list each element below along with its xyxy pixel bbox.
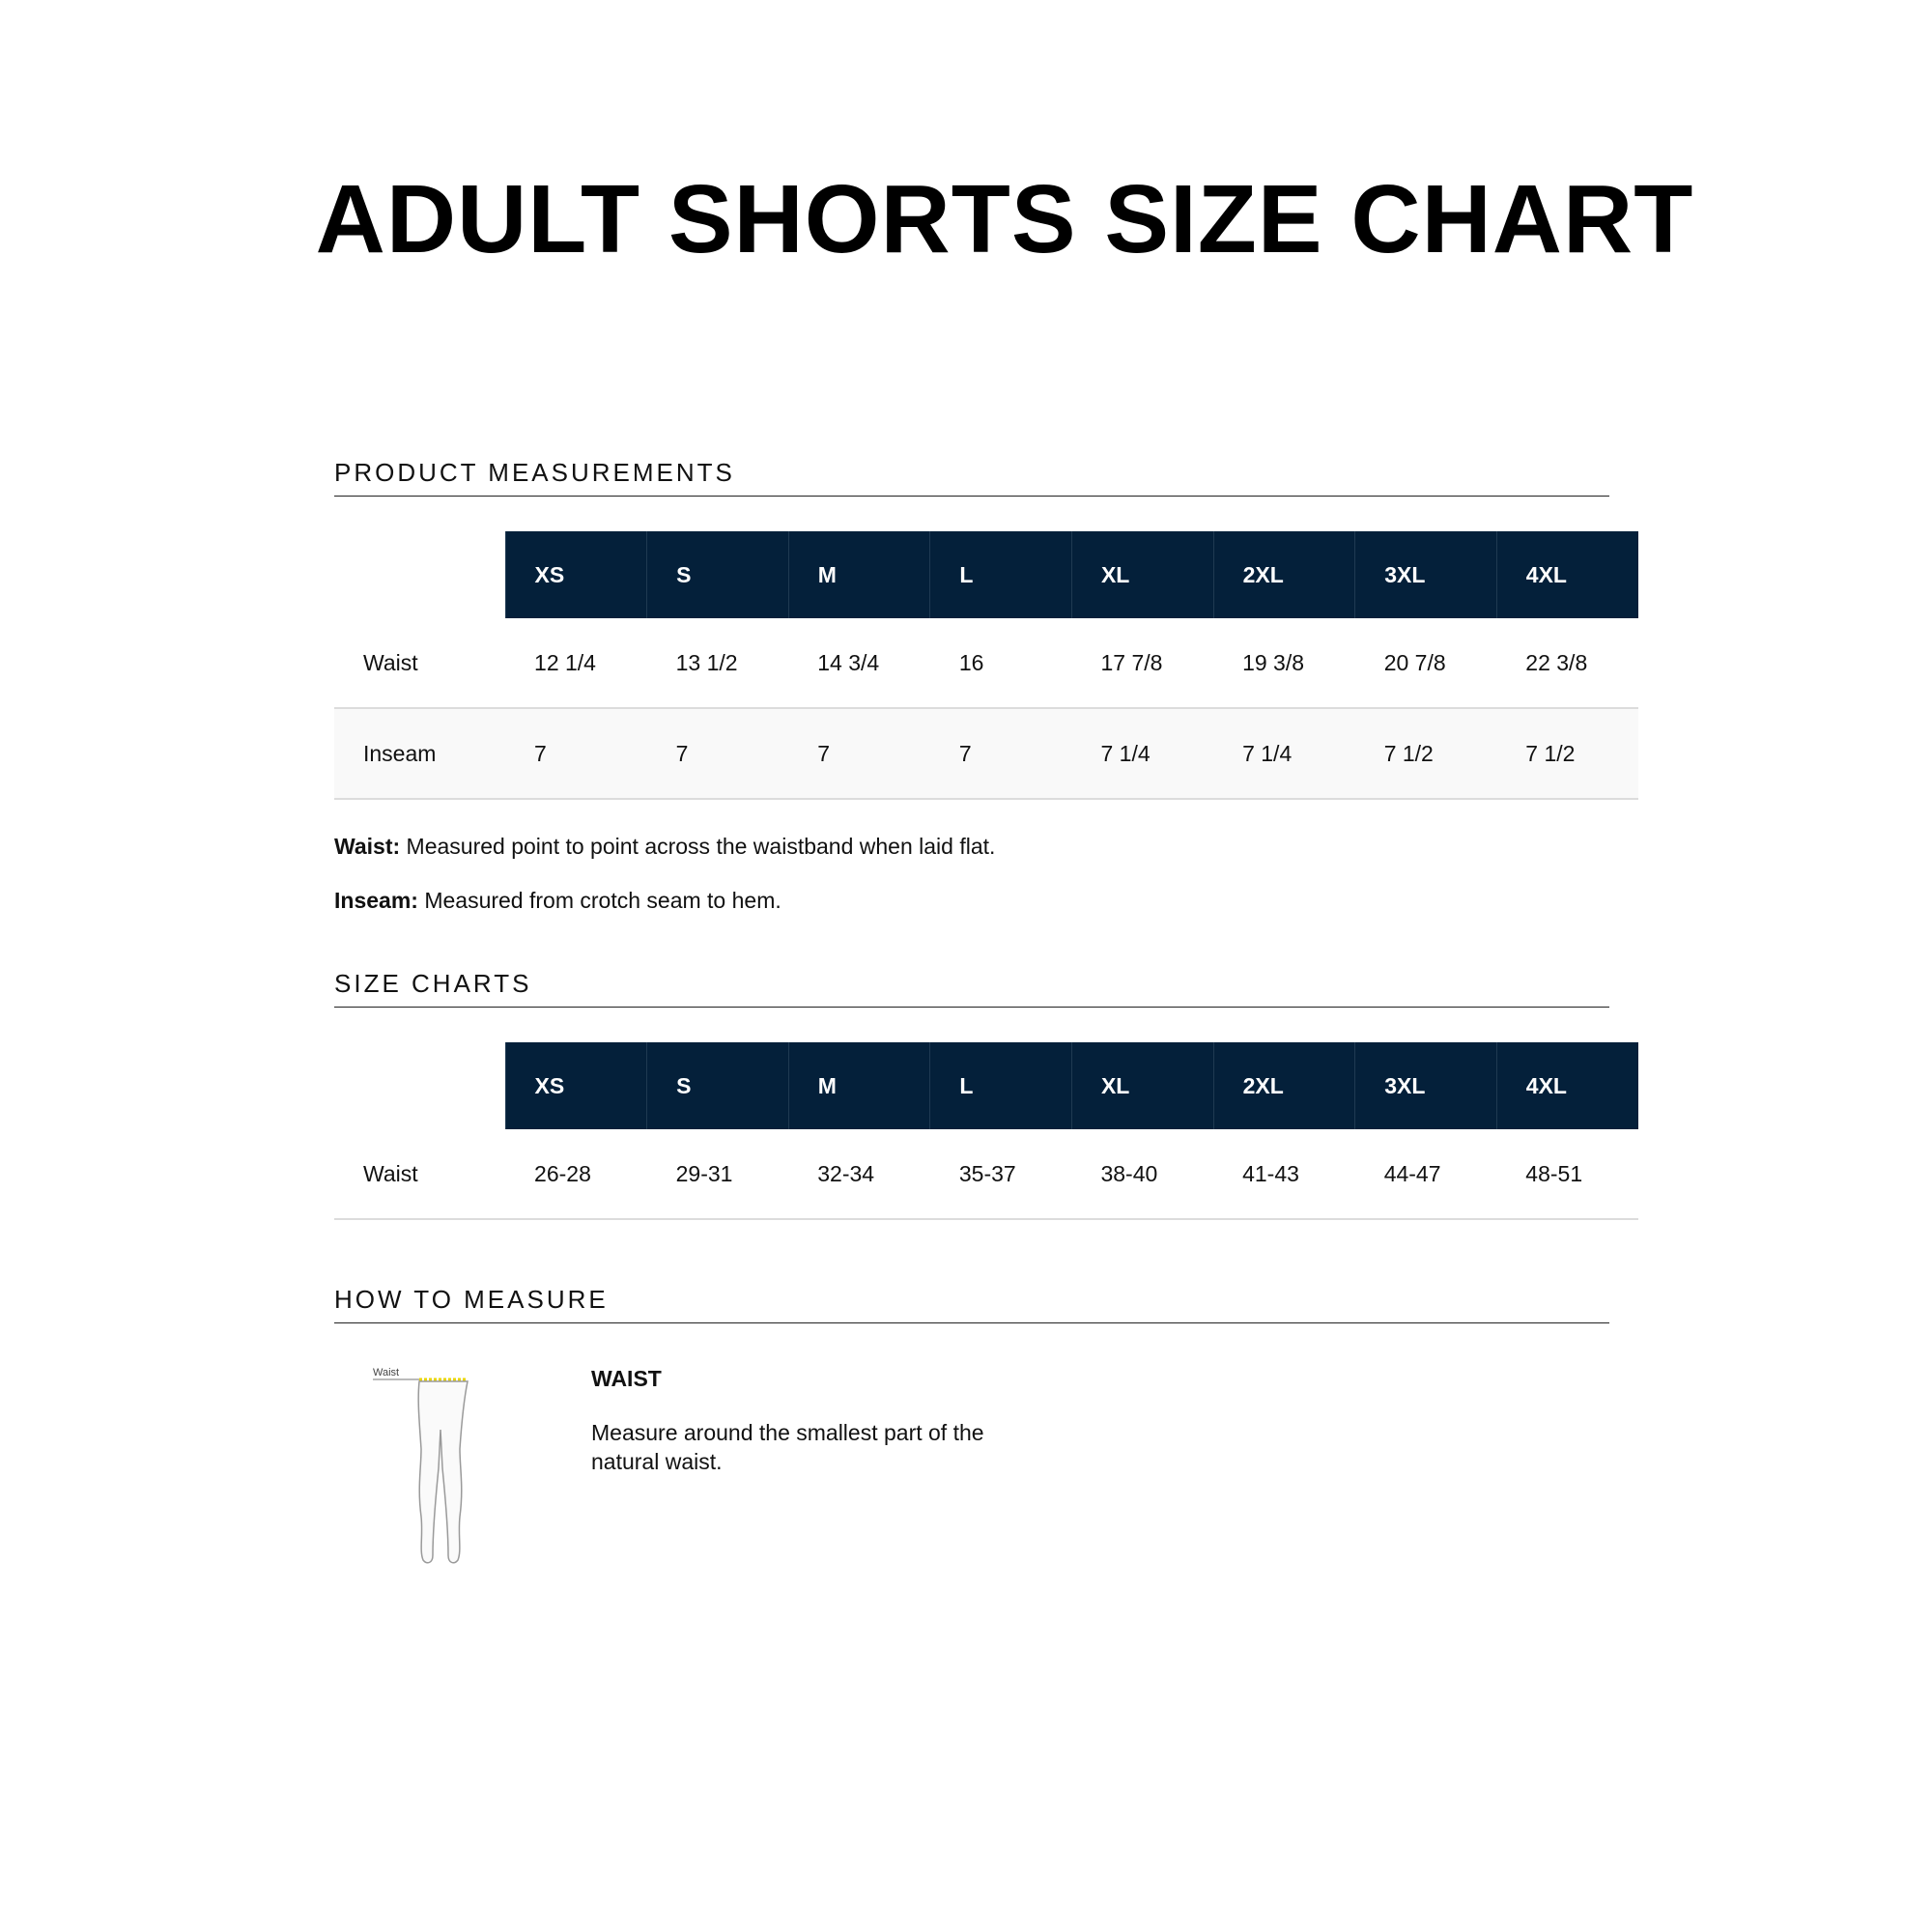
row-label: Inseam: [334, 708, 505, 799]
header-blank-cell: [334, 531, 505, 618]
table-cell: 20 7/8: [1355, 618, 1497, 708]
table-cell: 38-40: [1071, 1129, 1213, 1219]
table-row: [334, 618, 1638, 708]
table-row: [334, 708, 1638, 799]
table-cell: 22 3/8: [1496, 618, 1638, 708]
table-cell: 16: [930, 618, 1072, 708]
note-text: Measured point to point across the waistband when laid flat.: [400, 834, 996, 859]
size-header: 3XL: [1355, 531, 1497, 618]
size-header: XL: [1071, 1042, 1213, 1129]
table-cell: 26-28: [505, 1129, 647, 1219]
size-header: L: [930, 1042, 1072, 1129]
measurement-notes: [334, 819, 1609, 927]
note-text: Measured from crotch seam to hem.: [417, 888, 781, 913]
table-cell: 32-34: [788, 1129, 930, 1219]
table-cell: 12 1/4: [505, 618, 647, 708]
table-cell: 7 1/4: [1213, 708, 1355, 799]
table-header-row: [334, 1042, 1638, 1129]
tights-diagram-image: [371, 1362, 487, 1575]
size-header: 2XL: [1213, 1042, 1355, 1129]
row-label: Waist: [334, 618, 505, 708]
size-header: 3XL: [1355, 1042, 1497, 1129]
product-measurements-table: [334, 531, 1638, 800]
size-header: XL: [1071, 531, 1213, 618]
size-header: M: [788, 531, 930, 618]
tights-outline: [418, 1381, 468, 1563]
table-cell: 44-47: [1355, 1129, 1497, 1219]
note-term: Waist:: [334, 834, 401, 859]
product-measurements-section: [334, 458, 1609, 927]
table-cell: 19 3/8: [1213, 618, 1355, 708]
size-header: 4XL: [1496, 1042, 1638, 1129]
note-waist: [334, 819, 1609, 873]
size-header: M: [788, 1042, 930, 1129]
table-header-row: [334, 531, 1638, 618]
measure-item-text: Measure around the smallest part of the natural waist.: [591, 1420, 984, 1474]
size-charts-section: [334, 969, 1609, 1220]
table-cell: 14 3/4: [788, 618, 930, 708]
section-title-how-to-measure: HOW TO MEASURE: [334, 1285, 1609, 1323]
header-blank-cell: [334, 1042, 505, 1129]
size-header: S: [647, 531, 789, 618]
table-cell: 7 1/2: [1355, 708, 1497, 799]
size-header: 2XL: [1213, 531, 1355, 618]
table-cell: 7: [647, 708, 789, 799]
section-title-size-charts: SIZE CHARTS: [334, 969, 1609, 1008]
table-cell: 29-31: [647, 1129, 789, 1219]
table-cell: 17 7/8: [1071, 618, 1213, 708]
page-title: ADULT SHORTS SIZE CHART: [315, 165, 1694, 273]
size-header: 4XL: [1496, 531, 1638, 618]
size-charts-table: [334, 1042, 1638, 1220]
size-header: S: [647, 1042, 789, 1129]
note-inseam: [334, 873, 1609, 927]
section-title-product-measurements: PRODUCT MEASUREMENTS: [334, 458, 1609, 497]
waist-figure-label: Waist: [373, 1367, 400, 1378]
note-term: Inseam:: [334, 888, 418, 913]
table-cell: 48-51: [1496, 1129, 1638, 1219]
table-cell: 13 1/2: [647, 618, 789, 708]
measure-item-title: WAIST: [591, 1366, 662, 1391]
size-header: L: [930, 531, 1072, 618]
table-cell: 7 1/4: [1071, 708, 1213, 799]
table-cell: 41-43: [1213, 1129, 1355, 1219]
table-row: [334, 1129, 1638, 1219]
row-label: Waist: [334, 1129, 505, 1219]
size-header: XS: [505, 531, 647, 618]
size-header: XS: [505, 1042, 647, 1129]
table-cell: 35-37: [930, 1129, 1072, 1219]
table-cell: 7 1/2: [1496, 708, 1638, 799]
how-to-measure-section: [334, 1285, 1609, 1594]
table-cell: 7: [505, 708, 647, 799]
table-cell: 7: [788, 708, 930, 799]
how-to-measure-body: [334, 1362, 1609, 1594]
table-cell: 7: [930, 708, 1072, 799]
